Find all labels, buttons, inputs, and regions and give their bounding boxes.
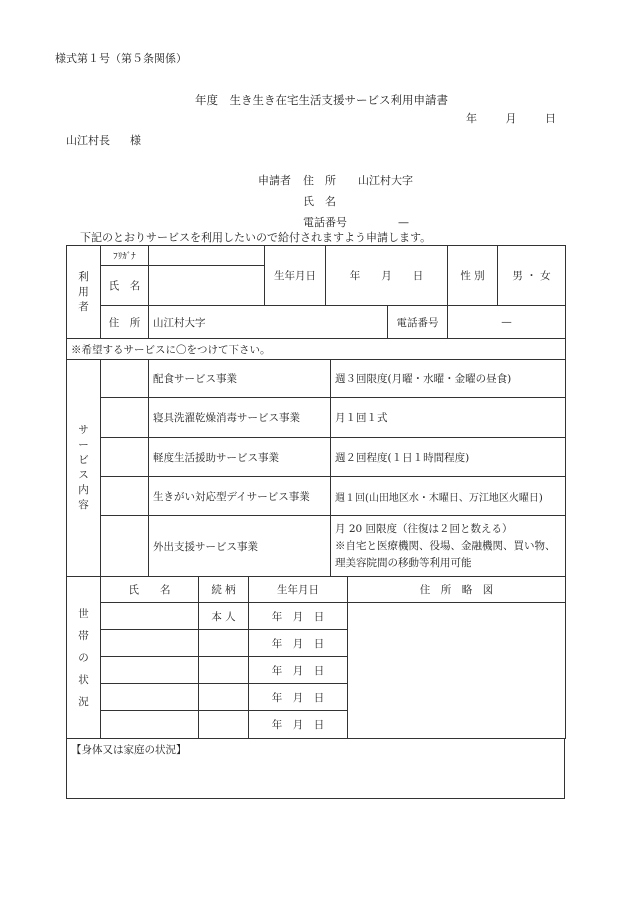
household-relation-field[interactable]	[199, 711, 249, 739]
household-name-field[interactable]	[101, 684, 199, 711]
household-name-field[interactable]	[101, 711, 199, 739]
services-section-label: サ ー ビ ス 内 容	[67, 360, 101, 577]
household-birth-field[interactable]: 年 月 日	[249, 684, 348, 711]
service-checkbox-meal[interactable]	[101, 360, 149, 398]
condition-table	[66, 738, 565, 799]
household-name-field[interactable]	[101, 630, 199, 657]
service-checkbox-day-service[interactable]	[101, 477, 149, 516]
applicant-name-label: 氏 名	[303, 195, 336, 208]
user-phone-field[interactable]: —	[448, 306, 566, 339]
household-name-field[interactable]	[101, 657, 199, 684]
service-checkbox-bedding[interactable]	[101, 398, 149, 438]
service-instruction: ※希望するサービスに〇をつけて下さい。	[67, 339, 566, 360]
household-table	[66, 576, 566, 739]
service-checkbox-outing[interactable]	[101, 516, 149, 577]
furigana-label: ﾌﾘｶﾞﾅ	[101, 246, 149, 266]
address-map-area[interactable]	[348, 603, 566, 739]
service-checkbox-light-assist[interactable]	[101, 438, 149, 477]
address-map-header: 住 所 略 図	[348, 577, 566, 603]
user-name-label: 氏 名	[101, 266, 149, 306]
service-name: 外出支援サービス事業	[149, 516, 331, 577]
user-info-table	[66, 245, 566, 339]
household-birth-field[interactable]: 年 月 日	[249, 603, 348, 630]
service-detail: 月 20 回限度（往復は２回と数える） ※自宅と医療機関、役場、金融機関、買い物、 理美容院間の移動等利用可能	[331, 516, 566, 577]
date-year-label: 年	[466, 112, 477, 125]
service-detail: 週３回限度(月曜・水曜・金曜の昼食)	[331, 360, 566, 398]
household-birth-field[interactable]: 年 月 日	[249, 711, 348, 739]
sex-label: 性 別	[448, 246, 498, 306]
household-birth-header: 生年月日	[249, 577, 348, 603]
addressee-suffix: 様	[130, 134, 141, 147]
service-detail: 月１回１式	[331, 398, 566, 438]
date-month-label: 月	[505, 112, 517, 125]
service-name: 寝具洗濯乾燥消毒サービス事業	[149, 398, 331, 438]
user-address-label: 住 所	[101, 306, 149, 339]
applicant-label: 申請者	[258, 174, 291, 187]
applicant-phone-label: 電話番号	[303, 216, 347, 229]
condition-field[interactable]	[67, 739, 565, 799]
addressee	[66, 132, 141, 148]
user-phone-label: 電話番号	[388, 306, 448, 339]
household-relation-header: 続 柄	[199, 577, 249, 603]
applicant-block	[258, 170, 413, 233]
furigana-field[interactable]	[149, 246, 265, 266]
household-birth-field[interactable]: 年 月 日	[249, 630, 348, 657]
user-section-label: 利 用 者	[67, 246, 101, 339]
service-detail: 週２回程度(１日１時間程度)	[331, 438, 566, 477]
service-name: 配食サービス事業	[149, 360, 331, 398]
applicant-phone-field[interactable]: —	[398, 216, 409, 229]
household-relation-field[interactable]	[199, 684, 249, 711]
applicant-address-field[interactable]: 山江村大字	[358, 174, 413, 187]
user-name-field[interactable]	[149, 266, 265, 306]
birthdate-label: 生年月日	[265, 246, 326, 306]
addressee-name: 山江村長	[66, 134, 110, 147]
intro-text: 下記のとおりサービスを利用したいので給付されますよう申請します。	[80, 231, 432, 244]
user-address-field[interactable]: 山江村大字	[149, 306, 388, 339]
date-day-label: 日	[545, 112, 556, 125]
form-number: 様式第１号（第５条関係）	[55, 52, 187, 65]
services-table	[66, 338, 566, 577]
service-name: 生きがい対応型デイサービス事業	[149, 477, 331, 516]
application-date[interactable]	[466, 110, 556, 126]
sex-select[interactable]: 男 ・ 女	[498, 246, 566, 306]
service-detail: 週１回(山田地区水・木曜日、万江地区火曜日)	[331, 477, 566, 516]
household-name-field[interactable]	[101, 603, 199, 630]
household-relation-field[interactable]	[199, 657, 249, 684]
household-name-header: 氏 名	[101, 577, 199, 603]
household-birth-field[interactable]: 年 月 日	[249, 657, 348, 684]
page-title: 年度 生き生き在宅生活支援サービス利用申請書	[195, 93, 448, 107]
service-name: 軽度生活援助サービス事業	[149, 438, 331, 477]
household-relation-field[interactable]	[199, 630, 249, 657]
condition-label: 【身体又は家庭の状況】	[71, 744, 187, 756]
applicant-address-label: 住 所	[303, 174, 336, 187]
birthdate-field[interactable]: 年 月 日	[326, 246, 448, 306]
household-relation-field[interactable]: 本 人	[199, 603, 249, 630]
household-section-label: 世 帯 の 状 況	[67, 577, 101, 739]
